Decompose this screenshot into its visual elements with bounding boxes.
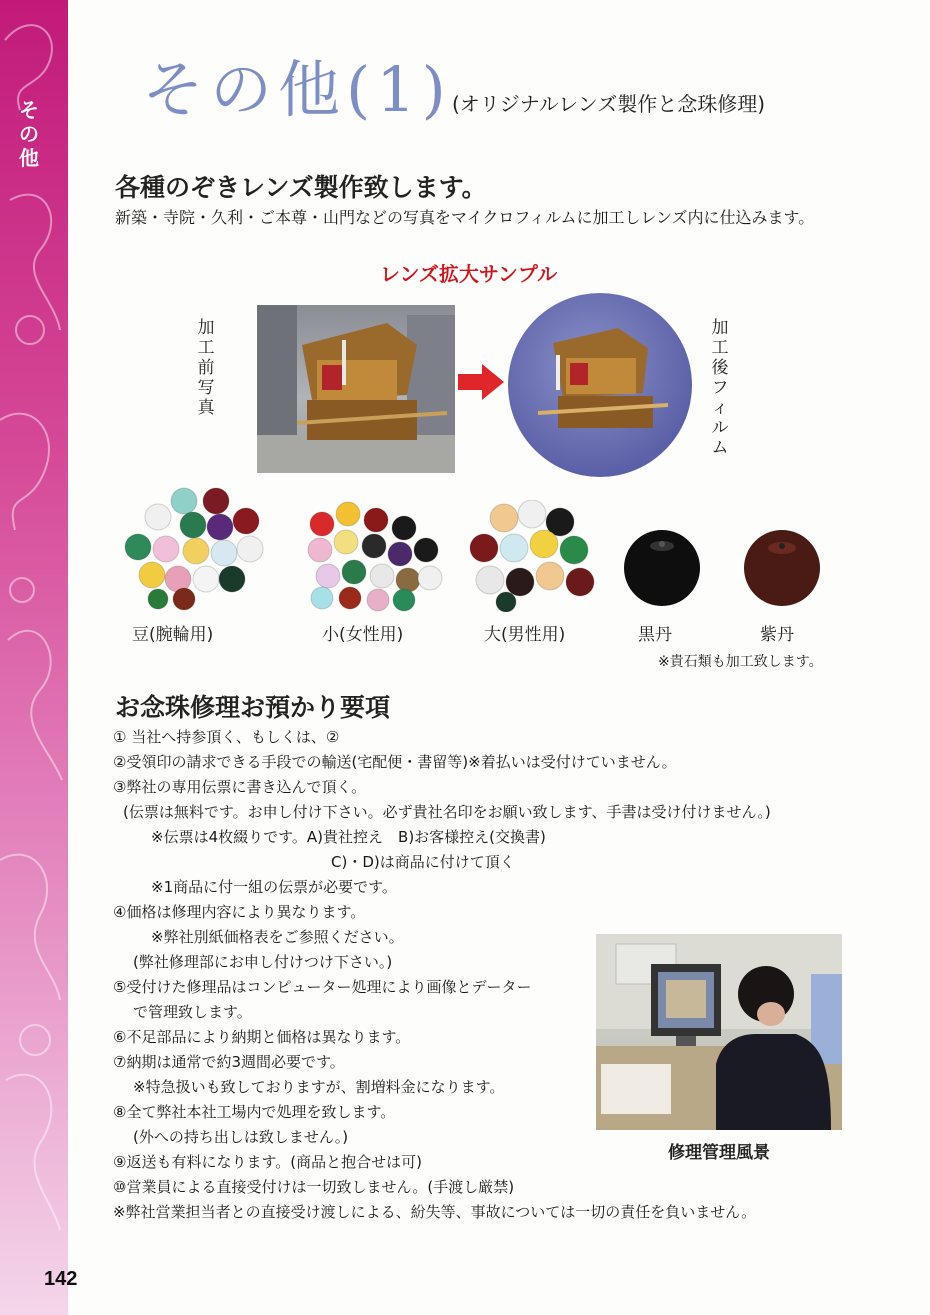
list-item: ※弊社別紙価格表をご参照ください。 [151,928,404,946]
before-photo-label: 加工前写真 [197,318,215,418]
bead-caption-shitan: 紫丹 [760,625,794,645]
list-item: ※伝票は4枚綴りです。A)貴社控え B)お客様控え(交換書) [151,828,546,846]
list-item: ⑨返送も有料になります。(商品と抱合せは可) [113,1153,422,1171]
bead-group-mame [118,487,266,611]
list-item: ③弊社の専用伝票に書き込んで頂く。 [113,778,367,796]
list-item: で管理致します。 [133,1003,252,1021]
list-item: (伝票は無料です。お申し付け下さい。必ず貴社名印をお願い致します、手書は受け付けません。) [123,803,771,821]
after-film-label: 加工後フィルム [711,318,729,458]
repair-heading: お念珠修理お預かり要項 [115,693,391,722]
bead-kokutan [622,528,702,608]
list-item: (外への持ち出しは致しません。) [133,1128,349,1146]
page-title: その他(1) [142,53,452,126]
list-item: (弊社修理部にお申し付けつけ下さい。) [133,953,393,971]
arrow-right-icon [458,364,504,400]
list-item: C)・D)は商品に付けて頂く [331,853,515,871]
bead-shitan [740,528,824,608]
floral-pattern [0,0,68,1315]
bead-caption-small: 小(女性用) [322,625,404,645]
gemstone-note: ※貴石類も加工致します。 [658,654,823,670]
list-item: ① 当社へ持参頂く、もしくは、② [113,728,340,746]
float-film-image [508,293,692,477]
bead-group-small [300,500,444,612]
bead-group-large [462,500,602,612]
list-item: ※弊社営業担当者との直接受け渡しによる、紛失等、事故については一切の責任を負いません。 [113,1203,757,1221]
office-photo-caption: 修理管理風景 [668,1143,770,1163]
sidebar-decoration [0,0,68,1315]
list-item: ※特急扱いも致しておりますが、割増料金になります。 [133,1078,505,1096]
list-item: ※1商品に付一組の伝票が必要です。 [151,878,397,896]
page-number: 142 [44,1268,78,1290]
sample-title: レンズ拡大サンプル [380,262,558,286]
before-photo [257,305,455,473]
bead-caption-mame: 豆(腕輪用) [132,625,214,645]
bead-caption-large: 大(男性用) [484,625,566,645]
lens-heading: 各種のぞきレンズ製作致します。 [115,173,487,202]
list-item: ②受領印の請求できる手段での輸送(宅配便・書留等)※着払いは受付けていません。 [113,753,677,771]
list-item: ⑥不足部品により納期と価格は異なります。 [113,1028,411,1046]
after-film-photo [508,293,692,477]
list-item: ⑧全て弊社本社工場内で処理を致します。 [113,1103,396,1121]
repair-office-photo [596,934,842,1130]
side-section-label: その他 [19,98,39,170]
list-item: ⑦納期は通常で約3週間必要です。 [113,1053,345,1071]
float-image [257,305,455,473]
lens-description: 新築・寺院・久利・ご本尊・山門などの写真をマイクロフィルムに加工しレンズ内に仕込みます。 [115,208,815,227]
list-item: ⑩営業員による直接受付けは一切致しません。(手渡し厳禁) [113,1178,515,1196]
list-item: ⑤受付けた修理品はコンピューター処理により画像とデーター [113,978,532,996]
bead-caption-kokutan: 黒丹 [638,625,672,645]
office-scene [596,934,842,1130]
page-subtitle: (オリジナルレンズ製作と念珠修理) [452,92,766,116]
list-item: ④価格は修理内容により異なります。 [113,903,366,921]
